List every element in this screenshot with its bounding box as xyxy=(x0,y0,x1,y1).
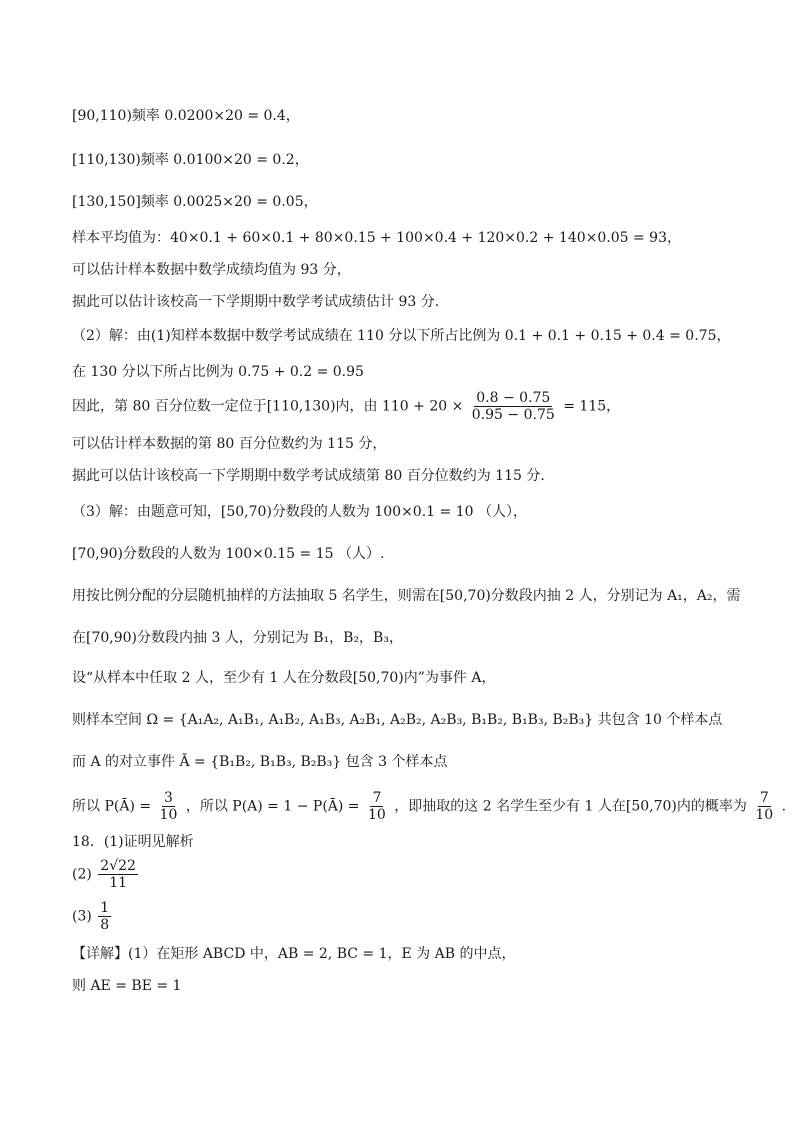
fraction-denominator: 11 xyxy=(109,875,128,891)
q18-part3-answer xyxy=(72,900,753,933)
percentile-estimate-line: 可以估计样本数据的第 80 百分位数约为 115 分， xyxy=(72,436,387,452)
part2-line: （2）解：由(1)知样本数据中数学考试成绩在 110 分以下所占比例为 0.1 + 0.1 + 0.15 + 0.4 = 0.75， xyxy=(72,328,731,344)
sample-mean-line: 样本平均值为：40×0.1 + 60×0.1 + 80×0.15 + 100×0.4 + 120×0.2 + 140×0.05 = 93， xyxy=(72,230,681,246)
percentile-fraction xyxy=(470,390,557,423)
fraction-numerator: 0.8 − 0.75 xyxy=(476,390,551,406)
fraction-denominator: 8 xyxy=(100,917,110,933)
percentile-result: = 115， xyxy=(563,398,621,415)
sampling-line-2: 在[70,90)分数段内抽 3 人，分别记为 B₁，B₂，B₃， xyxy=(72,630,403,646)
percentile-text: 因此，第 80 百分位数一定位于[110,130)内，由 110 + 20 × xyxy=(72,398,464,415)
prob-fraction-1 xyxy=(158,790,180,823)
sample-space-line: 则样本空间 Ω = {A₁A₂, A₁B₁, A₁B₂, A₁B₃, A₂B₁, A₂B₂, A₂B₃, B₁B₂, B₁B₃, B₂B₃} 共包含 10 个样本点 xyxy=(72,712,723,728)
fraction-numerator: 7 xyxy=(372,790,382,806)
prob-fraction-3 xyxy=(753,790,775,823)
detail-line-2: 则 AE = BE = 1 xyxy=(72,978,182,994)
prob-text-e: . xyxy=(781,798,787,815)
part3-fraction xyxy=(98,900,111,933)
fraction-numerator: 2√22 xyxy=(100,858,136,874)
percentile-conclusion-line: 据此可以估计该校高一下学期期中数学考试成绩第 80 百分位数约为 115 分. xyxy=(72,468,545,484)
mean-estimate-line: 可以估计样本数据中数学成绩均值为 93 分， xyxy=(72,262,351,278)
event-definition-line: 设“从样本中任取 2 人，至少有 1 人在分数段[50,70)内”为事件 A， xyxy=(72,670,496,686)
detail-line: 【详解】(1）在矩形 ABCD 中，AB = 2, BC = 1，E 为 AB 的中点， xyxy=(72,946,516,962)
group-70-90-line: [70,90)分数段的人数为 100×0.15 = 15 （人）. xyxy=(72,546,385,562)
prob-fraction-2 xyxy=(366,790,388,823)
freq-line-90-110: [90,110)频率 0.0200×20 = 0.4， xyxy=(72,108,300,124)
q18-part2-answer xyxy=(72,858,753,891)
fraction-denominator: 10 xyxy=(755,807,774,823)
fraction-denominator: 10 xyxy=(159,807,178,823)
sampling-line: 用按比例分配的分层随机抽样的方法抽取 5 名学生，则需在[50,70)分数段内抽 2 人，分别记为 A₁，A₂，需 xyxy=(72,588,741,604)
freq-line-130-150: [130,150]频率 0.0025×20 = 0.05， xyxy=(72,194,318,210)
part3-line: （3）解：由题意可知，[50,70)分数段的人数为 100×0.1 = 10 （人）， xyxy=(72,504,527,520)
percentile-line xyxy=(72,390,753,423)
prob-text-b: ，所以 P(A) = 1 − P(Ā) = xyxy=(185,798,360,815)
q18-heading: 18．(1)证明见解析 xyxy=(72,834,194,850)
fraction-numerator: 3 xyxy=(164,790,173,806)
fraction-numerator: 1 xyxy=(100,900,110,916)
mean-conclusion-line: 据此可以估计该校高一下学期期中数学考试成绩估计 93 分． xyxy=(72,294,449,310)
fraction-numerator: 7 xyxy=(759,790,769,806)
part2-label: (2) xyxy=(72,866,92,883)
complement-event-line: 而 A 的对立事件 Ā = {B₁B₂, B₁B₃, B₂B₃} 包含 3 个样本点 xyxy=(72,754,448,770)
prob-text-c: ，即抽取的这 2 名学生至少有 1 人在[50,70)内的概率为 xyxy=(394,798,747,815)
fraction-denominator: 10 xyxy=(368,807,386,823)
prob-text-a: 所以 P(Ā) = xyxy=(72,798,152,815)
probability-line xyxy=(72,790,787,823)
freq-line-110-130: [110,130)频率 0.0100×20 = 0.2， xyxy=(72,152,309,168)
part3-label: (3) xyxy=(72,908,92,925)
below-130-line: 在 130 分以下所占比例为 0.75 + 0.2 = 0.95 xyxy=(72,364,364,380)
fraction-denominator: 0.95 − 0.75 xyxy=(471,407,555,423)
part2-fraction xyxy=(98,858,138,891)
